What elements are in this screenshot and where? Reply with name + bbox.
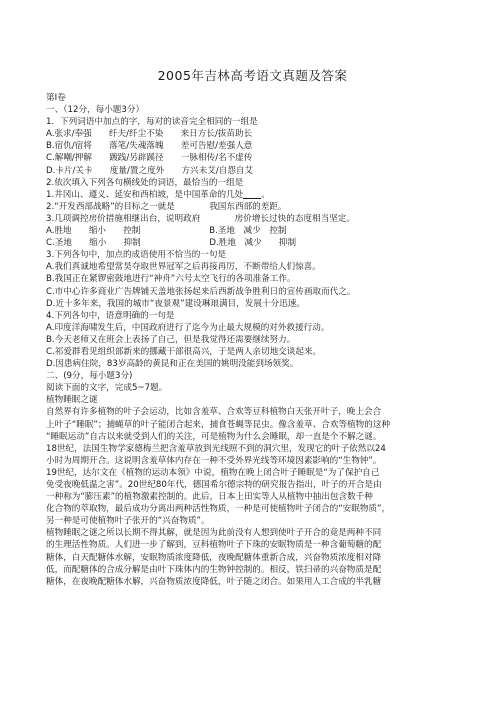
text-line: 2.依次填入下列各句横线处的词语，最恰当的一组是 — [46, 177, 244, 188]
text-line: 一、（12分，每小题3分） — [46, 105, 145, 116]
text-line: 上叶子“睡眠”；捕蝇草的叶子能闭合起来，捕食苍蝇等昆虫。像含羞草、合欢等植物的这种 — [46, 419, 391, 430]
text-line: 自然界有许多植物的叶子会运动，比如含羞草、合欢等豆科植物白天张开叶子，晚上会合 — [46, 407, 382, 418]
text-line: 糖体，在夜晚配糖体水解，兴奋物质浓度降低，叶子随之闭合。如果用人工合成的半乳糖 — [46, 576, 382, 587]
fill-blank — [243, 189, 261, 199]
text-segment: 1.井冈山、遵义、延安和西柏坡，是中国革命的几处 — [46, 189, 244, 200]
text-line: D.近十多年来，我国的城市“夜景观”建设琳琅满目，发展十分迅速。 — [46, 298, 305, 309]
text-line: 小时为周期开合。这说明含羞草体内存在一种不受外界光线等环境因素影响的“生物钟”。 — [46, 455, 382, 466]
text-line: A.胜地 缩小 控制 B.圣地 减少 控制 — [46, 226, 287, 237]
text-line: 化合物的萃取物，最后成功分离出两种活性物质，一种是可使植物叶子闭合的“安眠物质”， — [46, 504, 391, 515]
text-line: D.卡片/关卡 度量/置之度外 方兴未艾/自怨自艾 — [46, 165, 254, 176]
text-line: 2.“开发西部战略”的目标之一就是 我国东西部的差距。 — [46, 201, 287, 212]
text-line: C.解嘲/押解 踱践/另辟蹊径 一脉相传/名不虚传 — [46, 153, 253, 164]
text-line: 的生理活性物质。人们进一步了解到，豆科植物叶子下珠的安眠物质是一种含葡萄糖的配 — [46, 540, 382, 551]
text-line: A.张求/奉强 纤夫/纤尘不染 来日方长/拔苗助长 — [46, 129, 253, 140]
text-line: “睡眠运动”自古以来就受到人们的关注，可是植物为什么会睡眠，却一直是个不解之谜。 — [46, 431, 382, 442]
text-line: C.市中心许多商业广告牌铺天盖地张扬起来后西新战争胜利日的宣传画取而代之。 — [46, 286, 356, 297]
text-line: 另一种是可使植物叶子张开的“兴奋物质”。 — [46, 516, 210, 527]
text-line: 18世纪，法国生物学家德梅兰把含羞草放到光线照不到的洞穴里，发现它的叶子依然以24 — [46, 443, 386, 454]
text-line: 第Ⅰ卷 — [46, 93, 66, 103]
text-line: 19世纪，达尔文在《植物的运动本领》中说，植物在晚上闭合叶子睡眠是“为了保护自己 — [46, 467, 380, 478]
passage-title: 植物睡眠之谜 — [46, 395, 98, 406]
text-line: 阅读下面的文字，完成5~7题。 — [46, 383, 168, 394]
text-line: 植物睡眠之谜之所以长期不得其解，就是因为此前没有人想到使叶子开合的竟是两种不同 — [46, 528, 382, 539]
text-line: B.今天老师又在班会上表扬了自己，但是我觉得还需要继续努力。 — [46, 334, 296, 345]
text-line: B.宿仇/宿将 落笔/失魂落魄 差可告慰/差强人意 — [46, 141, 253, 152]
text-line: C.圣地 缩小 抑制 D.胜地 减少 抑制 — [46, 238, 297, 249]
text-line: 3.下列各句中，加点的成语使用不恰当的一句是 — [46, 250, 227, 261]
text-line: A.我们真诚地希望常昊夺取世界冠军之后再接再厉，不断带给人们惊喜。 — [46, 262, 321, 273]
text-line: 低，而配糖体的合成分解是由叶下珠体内的生物钟控制的。相反，铁扫帚的兴奋物质是配 — [46, 564, 382, 575]
text-line: 1.井冈山、遵义、延安和西柏坡，是中国革命的几处 。 — [46, 189, 270, 200]
text-line: 糖体，白天配糖体水解，安眠物质浓度降低，夜晚配糖体重新合成，兴奋物质浓度相对降 — [46, 552, 382, 563]
text-line: 4.下列各句中，语意明确的一句是 — [46, 310, 175, 321]
document-title: 2005年吉林高考语文真题及答案 — [157, 68, 348, 83]
text-line: 免受夜晚低温之害”。20世纪80年代，德国希尔德宗特的研究报告指出，叶子的开合是由 — [46, 480, 382, 490]
document-body — [46, 92, 459, 588]
text-line: 二、(9分，每小题3分) — [46, 371, 133, 382]
text-line: D.因患病住院，83岁高龄的黄昆和正在美国的姚明没能到场领奖。 — [46, 359, 299, 370]
text-line: C.祁爱群看见组织部新来的挪藏干部很高兴，于是两人亲切地交谈起来。 — [46, 346, 322, 357]
text-line: 1．下列词语中加点的字，每对的读音完全相同的一组是 — [46, 117, 258, 128]
text-line: 3.几项调控房价措施相继出台，说明政府 房价增长过快的态度相当坚定。 — [46, 213, 355, 224]
text-line: 一种称为“膨压素”的植物激素控制的。此后，日本上田实等人从植物中抽出包含数千种 — [46, 492, 373, 503]
text-line: B.我国正在紧锣密鼓地进行“神舟”六号太空飞行的各项准备工作。 — [46, 274, 296, 285]
text-line: A.印度洋海啸发生后，中国政府进行了迄今为止最大规模的对外救援行动。 — [46, 322, 330, 333]
